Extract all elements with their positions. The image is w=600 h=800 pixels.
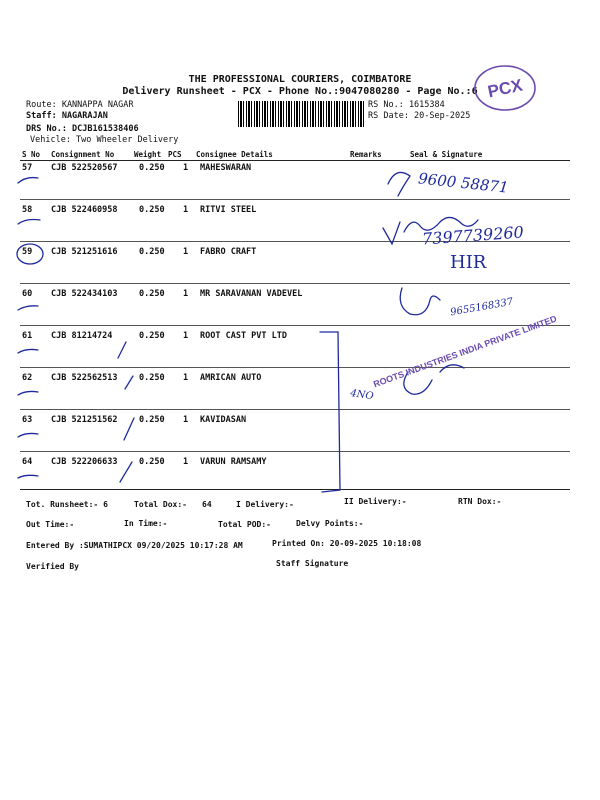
vehicle-label: Vehicle: Two Wheeler Delivery — [30, 135, 179, 145]
out-time: Out Time:- — [26, 520, 75, 529]
row-sno: 59 — [22, 247, 33, 257]
col-consignee: Consignee Details — [196, 150, 273, 159]
row-consignee: MAHESWARAN — [200, 163, 252, 173]
row-weight: 0.250 — [139, 331, 165, 341]
tick-mark — [18, 306, 38, 310]
ii-delivery: II Delivery:- — [344, 497, 407, 506]
row-pcs: 1 — [183, 289, 189, 299]
slash-mark — [118, 342, 126, 358]
row-consignment: CJB 521251616 — [51, 247, 118, 257]
row-consignment: CJB 522460958 — [51, 205, 118, 215]
col-pcs: PCS — [168, 150, 182, 159]
total-pod: Total POD:- — [218, 520, 271, 529]
handwritten-phone-58: 7397739260 — [421, 222, 525, 249]
entered-by: Entered By :SUMATHIPCX 09/20/2025 10:17:28 AM — [26, 541, 243, 550]
signature-57 — [388, 172, 410, 196]
row-sno: 64 — [22, 457, 33, 467]
runsheet-title: Delivery Runsheet - PCX - Phone No.:9047080280 - Page No.:6 — [122, 86, 478, 97]
row-pcs: 1 — [183, 373, 189, 383]
pcx-stamp-text: PCX — [486, 75, 525, 102]
row-pcs: 1 — [183, 205, 189, 215]
col-weight: Weight — [134, 150, 162, 159]
drs-number: DRS No.: DCJB161538406 — [26, 124, 139, 134]
printed-on: Printed On: 20-09-2025 10:18:08 — [272, 539, 422, 548]
company-stamp: ROOTS INDUSTRIES INDIA PRIVATE LIMITED — [372, 313, 559, 390]
row-sno: 58 — [22, 205, 33, 215]
row-consignment: CJB 522206633 — [51, 457, 118, 467]
row-consignee: RITVI STEEL — [200, 205, 257, 215]
tick-mark — [18, 433, 38, 437]
row-pcs: 1 — [183, 331, 189, 341]
slash-mark — [124, 418, 134, 440]
row-consignee: FABRO CRAFT — [200, 247, 257, 257]
slash-mark — [120, 462, 132, 482]
row-consignment: CJB 521251562 — [51, 415, 118, 425]
row-weight: 0.250 — [139, 457, 165, 467]
handwritten-phone-60: 9655168337 — [449, 296, 515, 319]
tick-mark — [18, 349, 38, 353]
staff-signature: Staff Signature — [276, 559, 349, 568]
total-dox-value: 64 — [202, 500, 212, 509]
row-weight: 0.250 — [139, 205, 165, 215]
row-weight: 0.250 — [139, 163, 165, 173]
row-sno: 57 — [22, 163, 33, 173]
row-weight: 0.250 — [139, 373, 165, 383]
company-title: THE PROFESSIONAL COURIERS, COIMBATORE — [188, 74, 412, 85]
col-consignment: Consignment No — [51, 150, 115, 159]
bracket-mark — [320, 332, 340, 492]
verified-by: Verified By — [26, 562, 79, 571]
tick-mark — [18, 220, 40, 225]
row-consignee: VARUN RAMSAMY — [200, 457, 267, 467]
delvy-points: Delvy Points:- — [296, 519, 364, 528]
slash-mark — [125, 376, 133, 389]
row-pcs: 1 — [183, 415, 189, 425]
tick-mark — [18, 391, 38, 395]
tot-runsheet: Tot. Runsheet:- 6 — [26, 500, 108, 509]
row-sno: 63 — [22, 415, 33, 425]
row-weight: 0.250 — [139, 289, 165, 299]
row-consignment: CJB 522562513 — [51, 373, 118, 383]
i-delivery: I Delivery:- — [236, 500, 294, 509]
rs-date: RS Date: 20-Sep-2025 — [368, 111, 471, 121]
tick-mark — [18, 178, 38, 183]
row-consignment: CJB 522520567 — [51, 163, 118, 173]
row-consignee: AMRICAN AUTO — [200, 373, 262, 383]
circle-mark — [17, 244, 43, 264]
row-consignee: ROOT CAST PVT LTD — [200, 331, 287, 341]
row-weight: 0.250 — [139, 247, 165, 257]
row-sno: 61 — [22, 331, 33, 341]
row-sno: 62 — [22, 373, 33, 383]
handwritten-phone-57: 9600 58871 — [417, 169, 510, 197]
handwritten-note-59: HIR — [450, 252, 487, 273]
col-remarks: Remarks — [350, 150, 382, 159]
group-note: 4NO — [349, 388, 375, 403]
col-signature: Seal & Signature — [410, 150, 483, 159]
rtn-dox: RTN Dox:- — [458, 497, 502, 506]
row-sno: 60 — [22, 289, 33, 299]
row-pcs: 1 — [183, 163, 189, 173]
row-consignee: MR SARAVANAN VADEVEL — [200, 289, 303, 299]
total-dox-label: Total Dox:- — [134, 500, 187, 509]
route-label: Route: KANNAPPA NAGAR — [26, 100, 134, 110]
row-consignment: CJB 81214724 — [51, 331, 113, 341]
col-sno: S No — [22, 150, 41, 159]
in-time: In Time:- — [124, 519, 168, 528]
row-consignee: KAVIDASAN — [200, 415, 247, 425]
staff-label: Staff: NAGARAJAN — [26, 111, 108, 121]
tick-mark — [18, 475, 38, 478]
row-weight: 0.250 — [139, 415, 165, 425]
rs-number: RS No.: 1615384 — [368, 100, 445, 110]
row-pcs: 1 — [183, 247, 189, 257]
row-consignment: CJB 522434103 — [51, 289, 118, 299]
signature-60 — [400, 288, 440, 315]
row-pcs: 1 — [183, 457, 189, 467]
